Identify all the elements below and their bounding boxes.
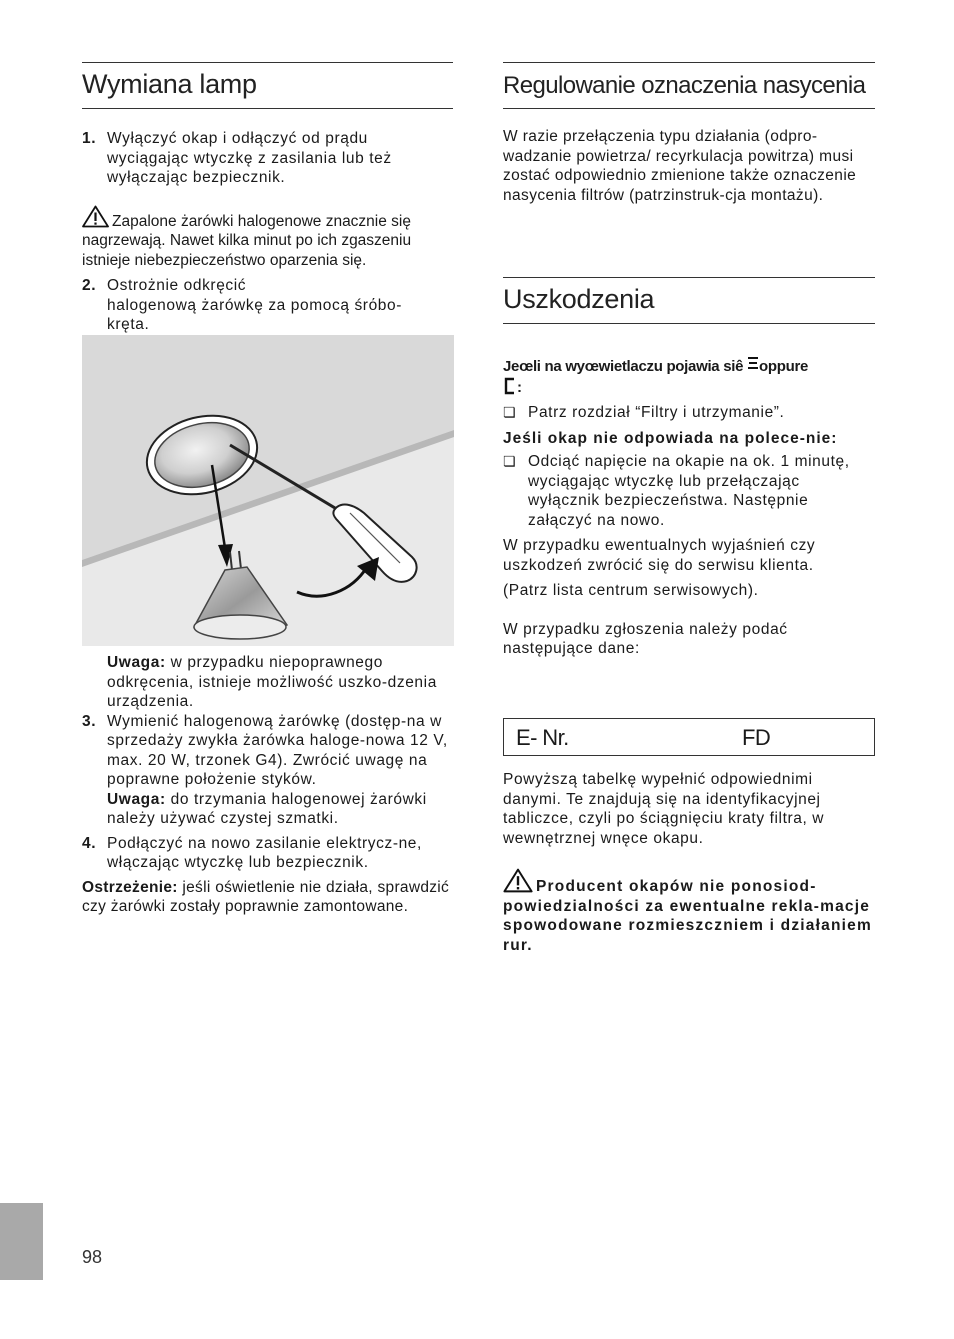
step-3: 3. Wymienić halogenową żarówkę (dostęp-na w sprzedaży zwykła żarówka haloge-nowa 12 V, max. 20 W, trzonek G4). Zwrócić uwagę na poprawne położenie styków. Uwaga: do trzymania halogenowej żarówki należy używać czystej szmatki. [82, 712, 448, 827]
note-unscrew: Uwaga: w przypadku niepoprawnego odkręcenia, istnieje możliwość uszko-dzenia urządzenia. [107, 654, 437, 710]
enr-label: E- Nr. [516, 725, 569, 750]
damage-title-rule [503, 323, 875, 324]
halogen-bulb-face [194, 615, 286, 639]
step-4: 4. Podłączyć na nowo zasilanie elektrycz-ne, włączając wtyczkę lub bezpiecznik. [82, 834, 422, 871]
bullet-cut-power: ❏ Odciąć napięcie na okapie na ok. 1 minutę, wyciągając wtyczkę lub przełączając wyłącznik bezpieczeństwa. Następnie załączyć na nowo. [503, 453, 850, 529]
checkbox-bullet-icon: ❏ [503, 453, 517, 469]
page-number: 98 [82, 1247, 103, 1267]
step-1: 1. Wyłączyć okap i odłączyć od prądu wyciągając wtyczkę z zasilania lub też wyłączając bezpiecznik. [82, 130, 392, 186]
fd-label: FD [742, 725, 771, 750]
caution-note: Ostrzeżenie: jeśli oświetlenie nie działa, sprawdzić czy żarówki zostały poprawnie zamontowane. [82, 878, 450, 915]
report-paragraph: W przypadku zgłoszenia należy podać następujące dane: [503, 620, 788, 657]
fill-table-paragraph: Powyższą tabelkę wypełnić odpowiednimi danymi. Te znajdują się na identyfikacyjnej tabliczce, czyli po ściągnięciu kraty filtra, w wewnętrznej wnęce okapu. [503, 771, 825, 847]
title-rule [82, 108, 453, 109]
section-title-damage: Uszkodzenia [503, 284, 655, 314]
left-column [82, 62, 453, 335]
warning-icon [503, 868, 533, 893]
bullet-see-filters: ❏ Patrz rozdział “Filtry i utrzymanie”. [503, 404, 785, 421]
filter-saturation-icon [747, 356, 759, 373]
warning-hot-bulbs: Zapalone żarówki halogenowe znacznie się nagrzewają. Nawet kilka minut po ich zgaszeniu istnieje niebezpieczeństwo oparzenia się. [82, 205, 453, 271]
right-column-lower [503, 770, 875, 955]
checkbox-bullet-icon: ❏ [503, 404, 517, 420]
section-title-saturation: Regulowanie oznaczenia nasycenia [503, 72, 866, 99]
filter-full-icon [503, 377, 517, 395]
no-response-heading: Jeśli okap nie odpowiada na polece-nie: [503, 429, 838, 447]
page-edge-tab [0, 1203, 43, 1280]
service-paragraph: W przypadku ewentualnych wyjaśnień czy uszkodzeń zwrócić się do serwisu klienta. [503, 537, 816, 574]
saturation-paragraph: W razie przełączenia typu działania (odpro-wadzanie powietrza/ recyrkulacja powitrza) musi zostać odpowiednio zmienione także oznaczenie nasycenia filtrów (patrzinstruk-cja montażu). [503, 128, 857, 204]
disclaimer: Producent okapów nie ponosiod-powiedzialności za ewentualne rekla-macje spowodowane rozmieszczniem i działaniem rur. [503, 868, 875, 955]
lamp-replacement-illustration [82, 335, 454, 646]
left-column-lower [82, 653, 453, 917]
section-title-lamp: Wymiana lamp [82, 69, 257, 99]
title-rule-right [503, 108, 875, 109]
right-column [503, 62, 875, 659]
display-question: Jeœli na wyœwietlaczu pojawia siê oppure : [503, 358, 809, 396]
enr-fd-table [503, 718, 875, 756]
step-2: 2. Ostrożnie odkręcić halogenową żarówkę za pomocą śrόbo- kręta. [82, 277, 402, 333]
warning-icon [82, 205, 109, 228]
service-list-paragraph: (Patrz lista centrum serwisowych). [503, 582, 759, 599]
